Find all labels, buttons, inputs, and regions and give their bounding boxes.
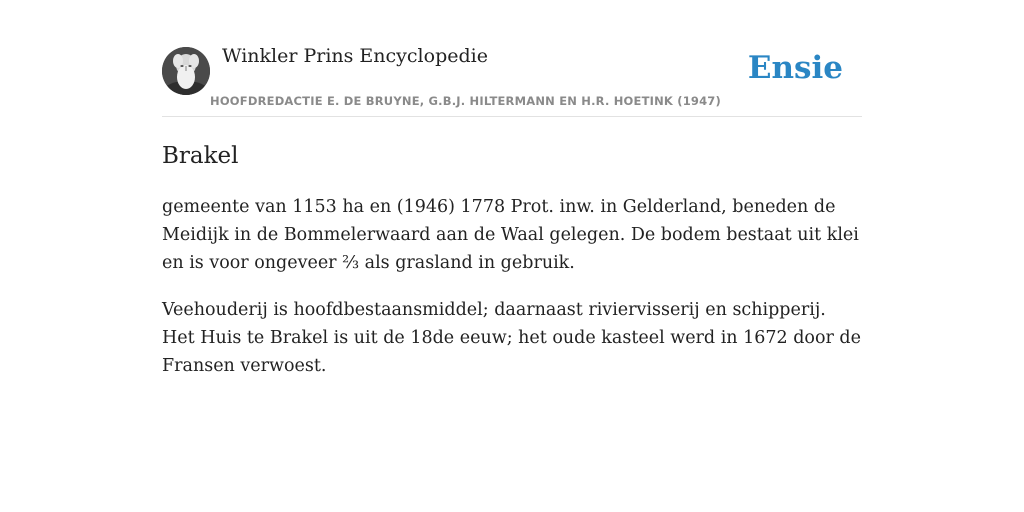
entry-paragraph: Veehouderij is hoofdbestaansmiddel; daarnaast riviervisserij en schipperij. Het Huis te Brakel is uit de 18de eeuw; het oude kasteel werd in 1672 door de Fransen verwoest. [162,300,861,376]
encyclopedia-header [162,0,862,117]
entry-paragraph: gemeente van 1153 ha en (1946) 1778 Prot. inw. in Gelderland, beneden de Meidijk in de Bommelerwaard aan de Waal gelegen. De bodem bestaat uit klei en is voor ongeveer ⅔ als grasland in gebruik. [162,197,859,273]
content-container [162,0,862,380]
entry-title: Brakel [162,143,239,169]
portrait-icon [162,47,210,95]
editors-subtitle: HOOFDREDACTIE E. DE BRUYNE, G.B.J. HILTERMANN EN H.R. HOETINK (1947) [210,94,721,108]
author-avatar[interactable] [162,47,210,95]
ensie-logo[interactable]: Ensie [747,50,843,86]
encyclopedia-title[interactable]: Winkler Prins Encyclopedie [222,45,488,67]
